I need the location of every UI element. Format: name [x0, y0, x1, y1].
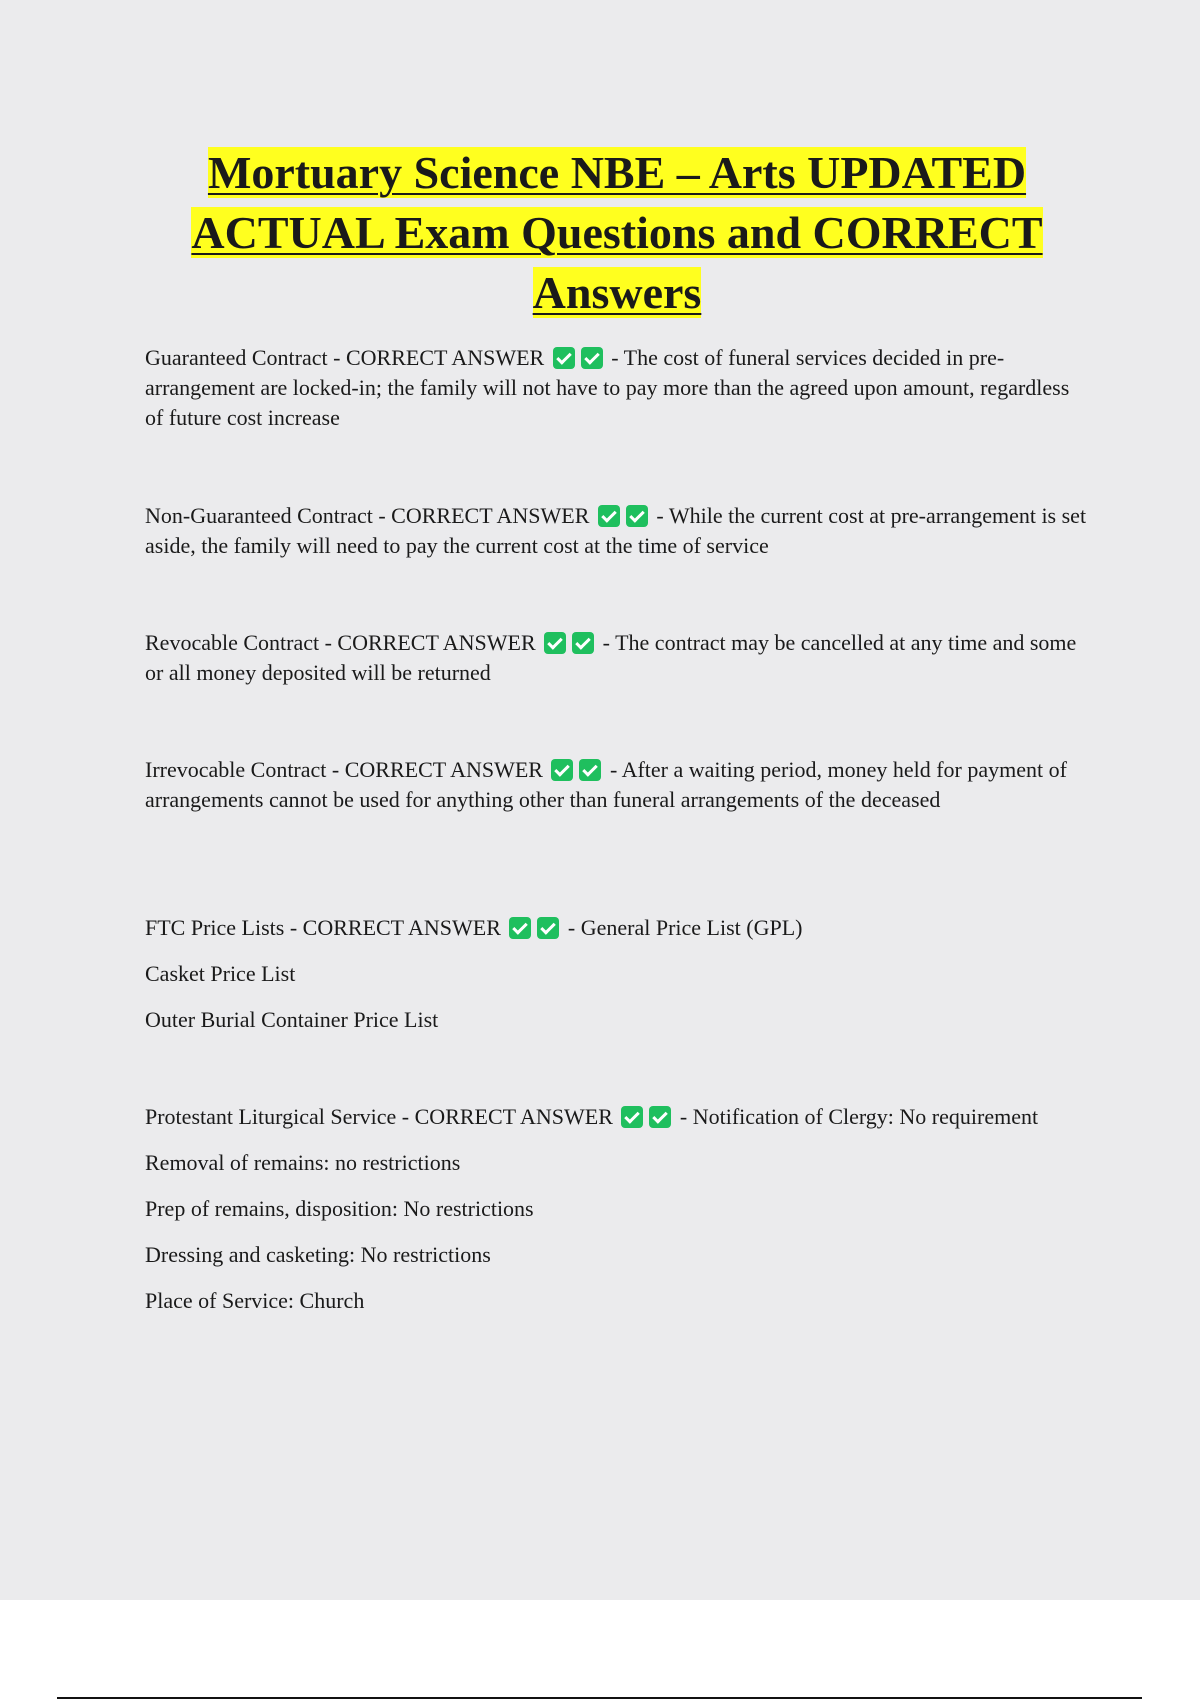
qa-paragraph	[145, 343, 1090, 433]
checkmark-icon	[544, 632, 566, 654]
qa-term: FTC Price Lists - CORRECT ANSWER	[145, 915, 501, 940]
title-line-3: Answers	[532, 267, 702, 318]
qa-entry-guaranteed-contract	[145, 343, 1090, 433]
checkmark-icon	[537, 917, 559, 939]
title-line-2: ACTUAL Exam Questions and CORRECT	[191, 207, 1043, 258]
checkmark-icon	[598, 505, 620, 527]
checkmark-icon	[621, 1106, 643, 1128]
qa-answer: - The contract may be cancelled at any time and some or all money deposited will be returned	[145, 630, 1077, 685]
qa-extra-line: Place of Service: Church	[145, 1288, 365, 1313]
qa-paragraph	[145, 501, 1090, 561]
document-title	[100, 143, 1134, 323]
qa-entry-revocable-contract	[145, 628, 1090, 688]
qa-term: Non-Guaranteed Contract - CORRECT ANSWER	[145, 503, 590, 528]
qa-paragraph	[145, 1102, 1090, 1132]
checkmark-icon	[509, 917, 531, 939]
footer-divider	[57, 1697, 1142, 1699]
qa-answer: - General Price List (GPL)	[567, 915, 803, 940]
qa-paragraph	[145, 628, 1090, 688]
qa-paragraph	[145, 913, 1090, 943]
qa-extra-line: Outer Burial Container Price List	[145, 1007, 439, 1032]
checkmark-icon	[551, 759, 573, 781]
qa-entry-irrevocable-contract	[145, 755, 1090, 815]
qa-answer: - Notification of Clergy: No requirement	[679, 1104, 1039, 1129]
qa-paragraph	[145, 755, 1090, 815]
qa-extra-line: Prep of remains, disposition: No restrictions	[145, 1196, 534, 1221]
qa-answer: - While the current cost at pre-arrangement is set aside, the family will need to pay the current cost at the time of service	[145, 503, 1087, 558]
checkmark-icon	[572, 632, 594, 654]
qa-entry-protestant-liturgical-service	[145, 1102, 1090, 1316]
qa-answer: - The cost of funeral services decided in pre-arrangement are locked-in; the family will not have to pay more than the agreed upon amount, regardless of future cost increase	[145, 345, 1070, 430]
qa-extra-line: Dressing and casketing: No restrictions	[145, 1242, 491, 1267]
checkmark-icon	[581, 347, 603, 369]
qa-entry-ftc-price-lists	[145, 913, 1090, 1035]
checkmark-icon	[649, 1106, 671, 1128]
qa-answer: - After a waiting period, money held for payment of arrangements cannot be used for anything other than funeral arrangements of the deceased	[145, 757, 1067, 812]
qa-extra-line: Casket Price List	[145, 961, 296, 986]
qa-extra-line: Removal of remains: no restrictions	[145, 1150, 461, 1175]
qa-entry-non-guaranteed-contract	[145, 501, 1090, 561]
qa-term: Revocable Contract - CORRECT ANSWER	[145, 630, 536, 655]
checkmark-icon	[553, 347, 575, 369]
title-line-1: Mortuary Science NBE – Arts UPDATED	[207, 147, 1027, 198]
checkmark-icon	[626, 505, 648, 527]
checkmark-icon	[579, 759, 601, 781]
qa-term: Irrevocable Contract - CORRECT ANSWER	[145, 757, 543, 782]
qa-term: Guaranteed Contract - CORRECT ANSWER	[145, 345, 545, 370]
qa-term: Protestant Liturgical Service - CORRECT ANSWER	[145, 1104, 613, 1129]
